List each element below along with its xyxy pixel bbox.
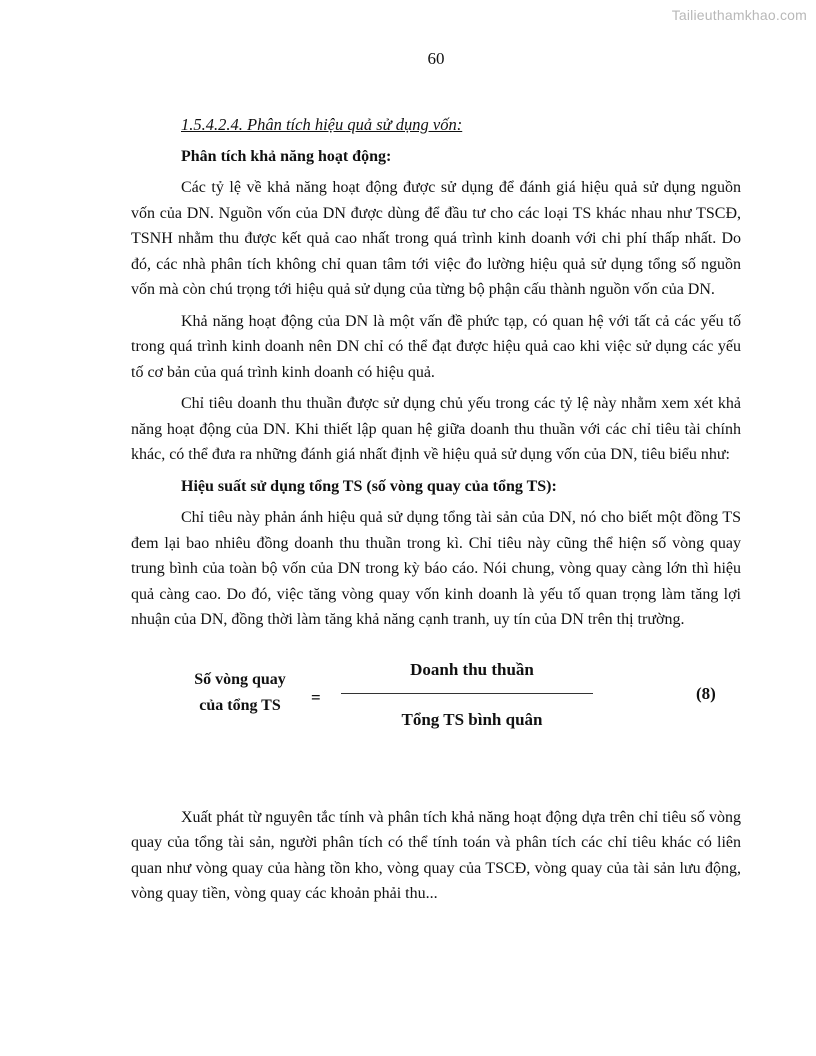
formula-left-line-1: Số vòng quay xyxy=(194,670,286,688)
formula-total-asset-turnover xyxy=(131,657,741,767)
paragraph: Chỉ tiêu doanh thu thuần được sử dụng chủ yếu trong các tỷ lệ này nhằm xem xét khả năng hoạt động của DN. Khi thiết lập quan hệ giữa doanh thu thuần với các chỉ tiêu tài chính khác, có thể đưa ra những đánh giá nhất định về hiệu quả sử dụng vốn của DN, tiêu biểu như: xyxy=(131,395,741,463)
formula-left-line-2: của tổng TS xyxy=(199,696,281,714)
formula-fraction-bar xyxy=(341,693,593,694)
formula-number-label: (8) xyxy=(696,683,716,703)
page-number: 60 xyxy=(427,49,445,68)
subheading-total-asset-turnover: Hiệu suất sử dụng tổng TS (số vòng quay của tổng TS): xyxy=(181,477,557,495)
paragraph: Các tỷ lệ về khả năng hoạt động được sử dụng để đánh giá hiệu quả sử dụng nguồn vốn của DN. Nguồn vốn của DN được dùng để đầu tư cho các loại TS khác nhau như TSCĐ, TSNH nhằm thu được kết quả cao nhất trong quá trình kinh doanh với chi phí thấp nhất. Do đó, các nhà phân tích không chỉ quan tâm tới việc đo lường hiệu quả sử dụng tổng số nguồn vốn mà còn chú trọng tới hiệu quả sử dụng của từng bộ phận cấu thành nguồn vốn của DN. xyxy=(131,179,741,298)
formula-equals-sign: = xyxy=(311,687,321,707)
subheading-activity-capacity: Phân tích khả năng hoạt động: xyxy=(181,147,392,165)
paragraph: Chỉ tiêu này phản ánh hiệu quả sử dụng tổng tài sản của DN, nó cho biết một đồng TS đem lại bao nhiêu đồng doanh thu thuần trong kì. Chỉ tiêu này cũng thể hiện số vòng quay trung bình của toàn bộ vốn của DN trong kỳ báo cáo. Nói chung, vòng quay càng lớn thì hiệu quả càng cao. Do đó, việc tăng vòng quay vốn kinh doanh là yếu tố quan trọng làm tăng lợi nhuận của DN, đồng thời làm tăng khả năng cạnh tranh, uy tín của DN trên thị trường. xyxy=(131,509,741,628)
watermark: Tailieuthamkhao.com xyxy=(671,7,807,23)
paragraph: Khả năng hoạt động của DN là một vấn đề phức tạp, có quan hệ với tất cả các yếu tố trong quá trình kinh doanh nên DN chỉ có thể đạt được hiệu quả cao khi việc sử dụng các yếu tố cơ bản của quá trình kinh doanh có hiệu quả. xyxy=(131,312,741,381)
formula-left-side xyxy=(175,667,305,719)
document-body xyxy=(131,112,741,913)
paragraph: Xuất phát từ nguyên tắc tính và phân tích khả năng hoạt động dựa trên chỉ tiêu số vòng quay của tổng tài sản, người phân tích có thể tính toán và phân tích các chỉ tiêu khác có liên quan như vòng quay của hàng tồn kho, vòng quay của TSCĐ, vòng quay của tài sản lưu động, vòng quay tiền, vòng quay các khoản phải thu... xyxy=(131,808,741,902)
formula-denominator: Tổng TS bình quân xyxy=(401,709,543,729)
formula-numerator: Doanh thu thuần xyxy=(410,659,534,679)
section-heading: 1.5.4.2.4. Phân tích hiệu quả sử dụng vốn: xyxy=(181,115,463,134)
